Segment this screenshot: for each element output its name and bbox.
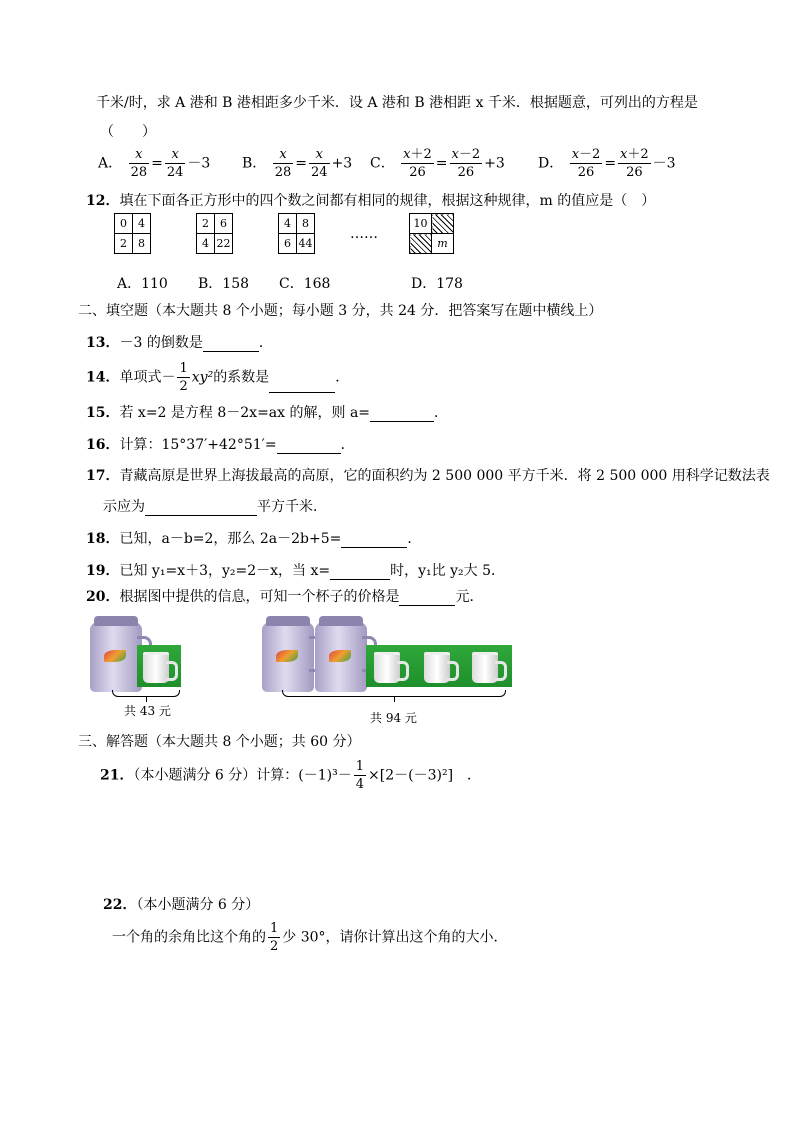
q18-blank[interactable] — [341, 533, 407, 548]
q12-text: 12．填在下面各正方形中的四个数之间都有相同的规律，根据这种规律，m 的值应是（ ） — [86, 193, 656, 209]
q12-option-d: D．178 — [411, 276, 463, 292]
q14: 14．单项式－ $\frac{1}{2}$ xy²的系数是 ． — [86, 361, 350, 394]
q12-option-c: C．168 — [279, 276, 331, 292]
caption-2: 共 94 元 — [370, 711, 417, 725]
q11-option-d: D． $\frac{x-2}{26}$ = $\frac{x+2}{26}$ －3 — [538, 147, 676, 180]
caption-1: 共 43 元 — [124, 704, 171, 718]
brace-1 — [112, 690, 180, 697]
q12-square-4: 10 m — [409, 213, 454, 254]
q22-heading: 22．（本小题满分 6 分） — [103, 897, 260, 913]
q17-line2: 示应为 平方千米． — [103, 499, 327, 515]
section-3-title: 三、解答题（本大题共 8 个小题；共 60 分） — [78, 734, 361, 750]
q17-blank[interactable] — [145, 501, 257, 516]
brace-2 — [282, 690, 506, 697]
q11-option-b: B． $\frac{x}{28}$ = $\frac{x}{24}$ +3 — [242, 147, 353, 180]
q12-square-1: 0 4 2 8 — [114, 213, 151, 254]
q11-option-c: C． $\frac{x+2}{26}$ = $\frac{x-2}{26}$ +3 — [370, 147, 505, 180]
q14-blank[interactable] — [269, 378, 335, 393]
cup-image-bg — [137, 645, 181, 687]
q12-option-a: A．110 — [117, 276, 168, 292]
q12-square-3: 4 8 6 44 — [278, 213, 315, 254]
q13-blank[interactable] — [203, 337, 259, 352]
q16-blank[interactable] — [277, 439, 341, 454]
q19-blank[interactable] — [330, 565, 390, 580]
q12-square-2: 2 6 4 22 — [196, 213, 233, 254]
q11-continuation: 千米/时，求 A 港和 B 港相距多少千米．设 A 港和 B 港相距 x 千米．根据题意，可列出的方程是 — [96, 95, 698, 111]
q15-blank[interactable] — [370, 407, 434, 422]
cup-image — [472, 652, 498, 683]
thermos-image — [262, 622, 314, 692]
q11-paren: （ ） — [100, 124, 156, 140]
q22-body: 一个角的余角比这个角的 $\frac{1}{2}$ 少 30°，请你计算出这个角的大小． — [112, 921, 508, 954]
cup-image — [374, 652, 400, 683]
thermos-image — [90, 622, 142, 692]
q19: 19．已知 y₁=x＋3，y₂=2－x，当 x= 时，y₁比 y₂大 5． — [86, 563, 505, 579]
cup-image — [143, 652, 169, 683]
q18: 18．已知，a－b=2，那么 2a－2b+5= ． — [86, 531, 422, 547]
q16: 16．计算：15°37′+42°51′= ． — [86, 437, 355, 453]
thermos-image — [315, 622, 367, 692]
q11-option-a: A． $\frac{x}{28}$ = $\frac{x}{24}$ －3 — [98, 147, 211, 180]
q15: 15．若 x=2 是方程 8－2x=ax 的解，则 a= ． — [86, 405, 449, 421]
q20: 20．根据图中提供的信息，可知一个杯子的价格是 元． — [86, 589, 484, 605]
q12-option-b: B．158 — [198, 276, 250, 292]
section-2-title: 二、填空题（本大题共 8 个小题；每小题 3 分，共 24 分．把答案写在题中横线上） — [78, 303, 603, 319]
q21: 21．（本小题满分 6 分）计算：(－1)³－ $\frac{1}{4}$ ×[2－(－3)²] ． — [100, 759, 482, 792]
cup-image — [424, 652, 450, 683]
q20-blank[interactable] — [399, 591, 455, 606]
q17-line1: 17．青藏高原是世界上海拔最高的高原，它的面积约为 2 500 000 平方千米．将 2 500 000 用科学记数法表 — [86, 468, 770, 484]
q13: 13．－3 的倒数是 ． — [86, 335, 273, 351]
cups-image-bg — [366, 645, 512, 687]
q12-ellipsis: …… — [350, 226, 378, 242]
